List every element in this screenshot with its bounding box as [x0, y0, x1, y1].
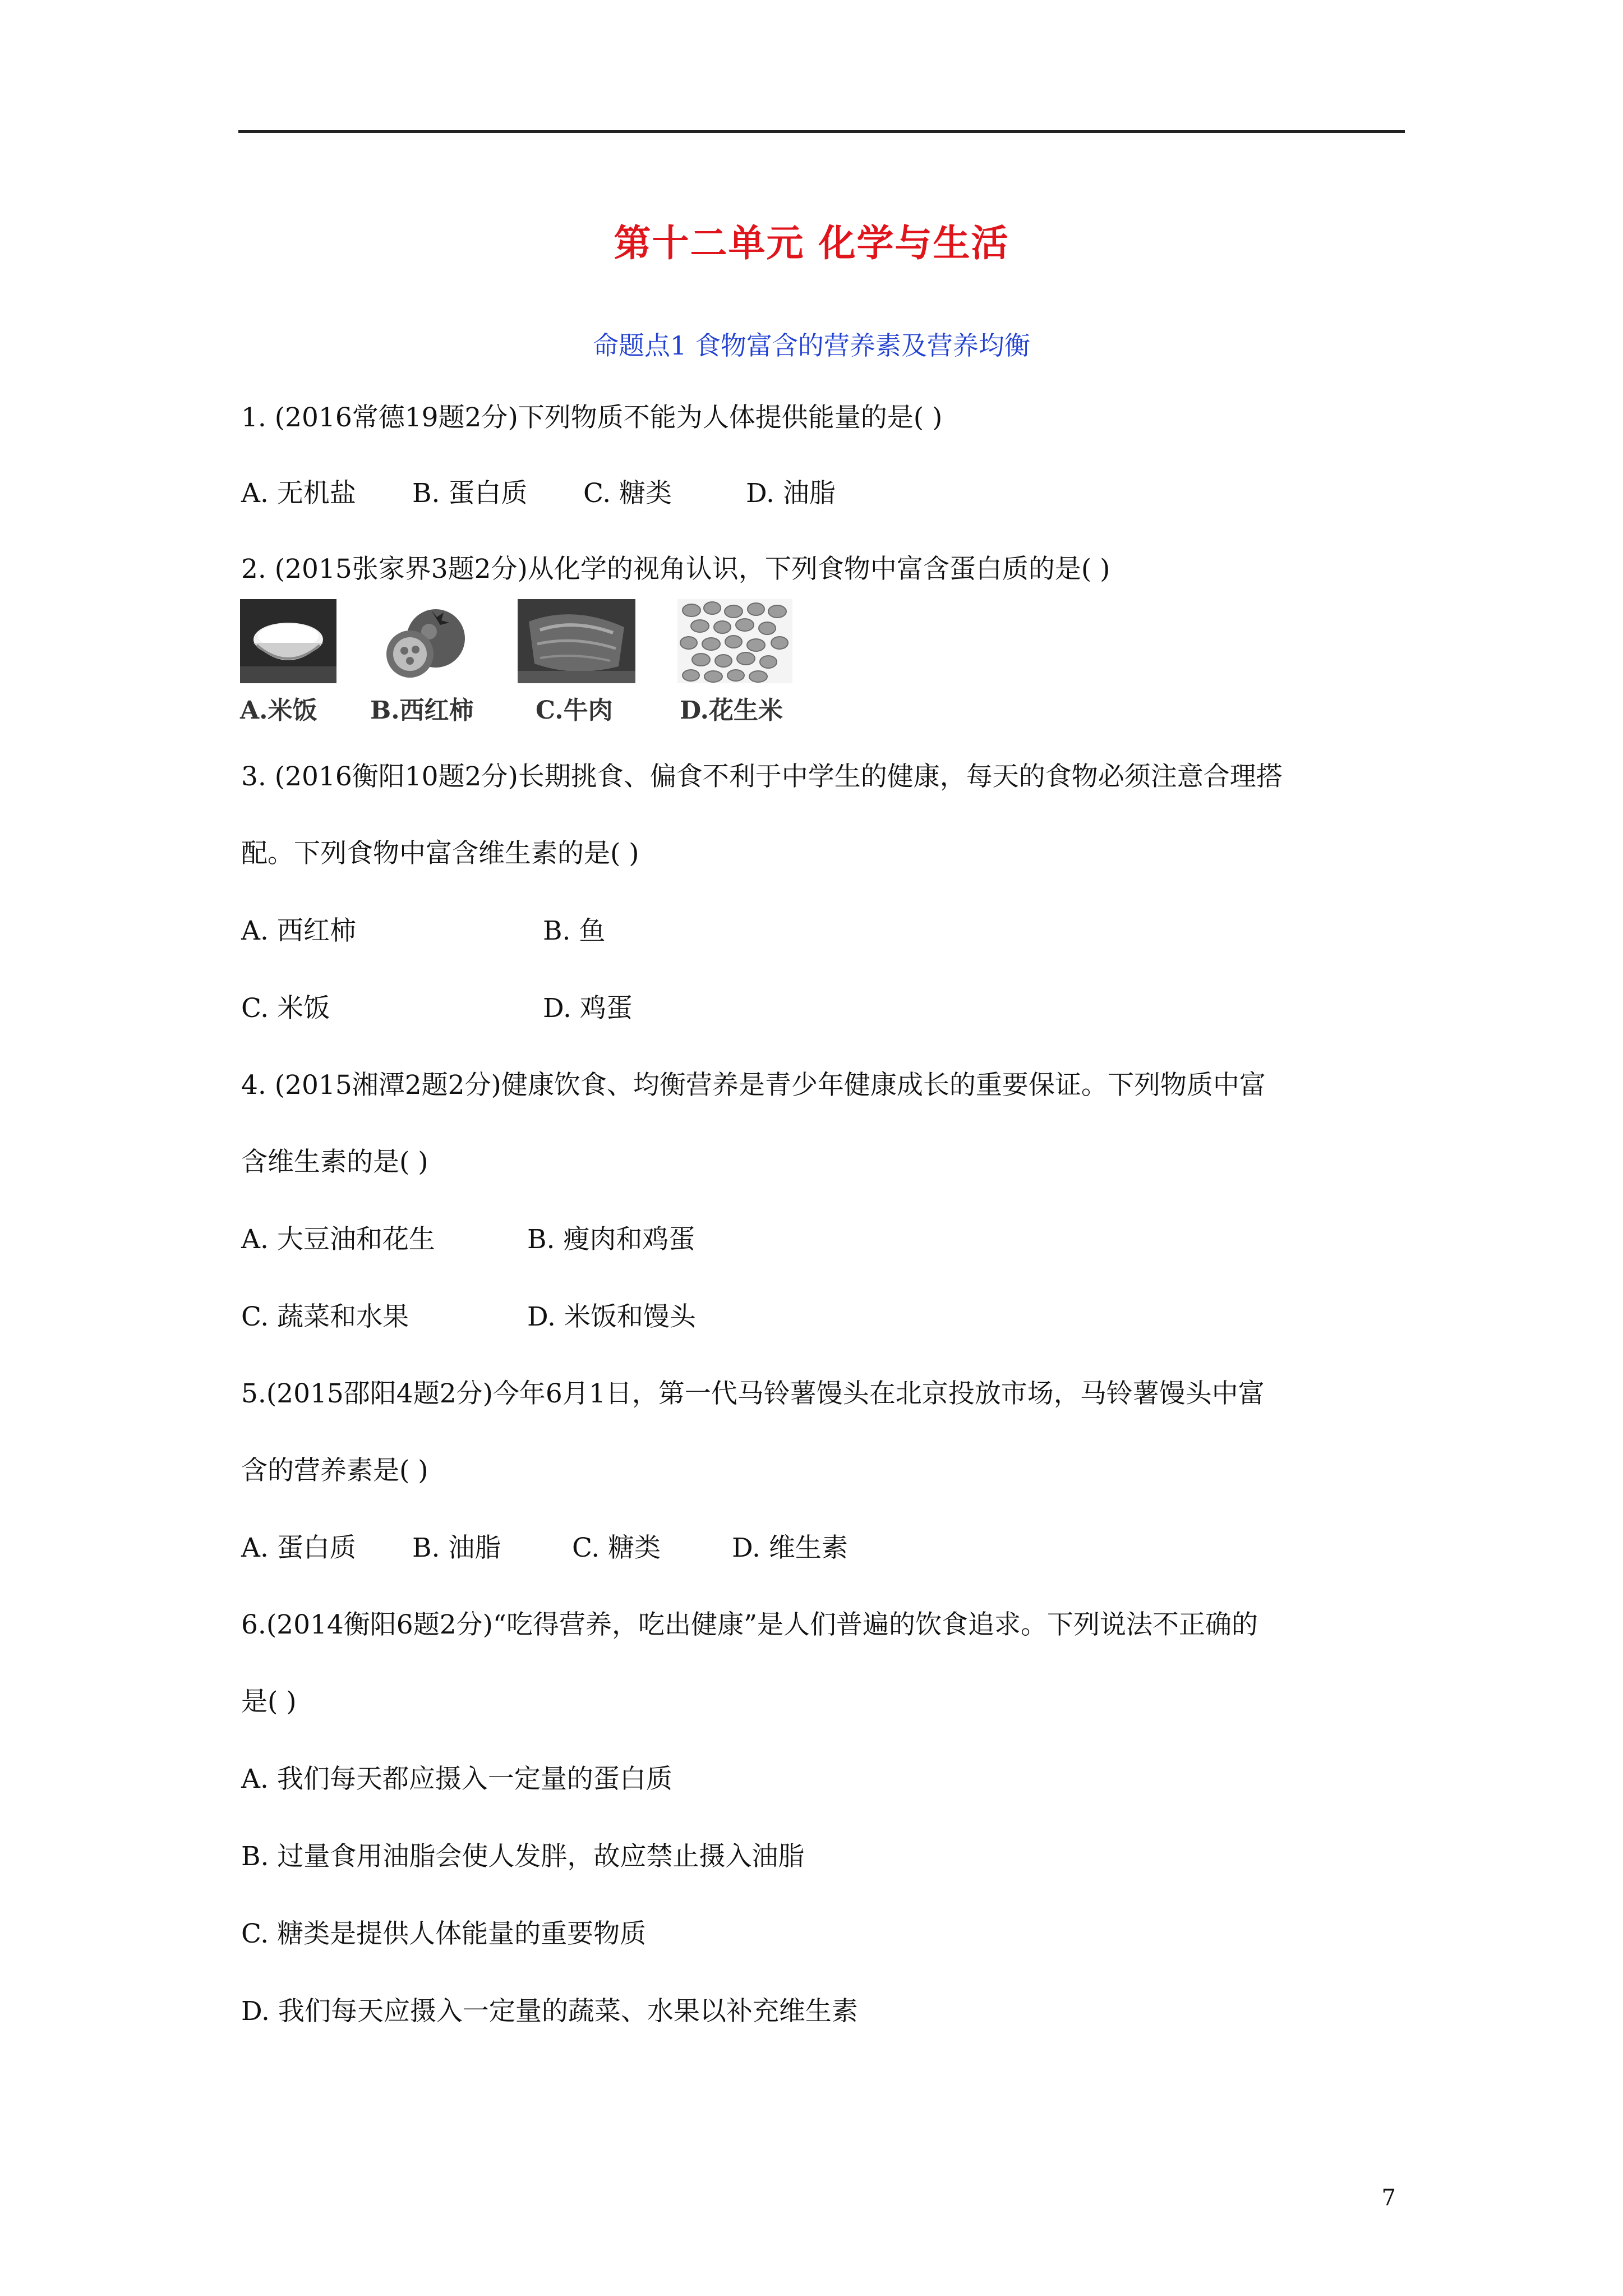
question-5-stem-line-2: 含的营养素是( )	[241, 1455, 428, 1486]
header-rule	[238, 130, 1405, 133]
question-2-stem: 2. (2015张家界3题2分)从化学的视角认识，下列食物中富含蛋白质的是( )	[241, 554, 1110, 585]
question-4-stem-line-1: 4. (2015湘潭2题2分)健康饮食、均衡营养是青少年健康成长的重要保证。下列物质中富	[241, 1070, 1266, 1101]
question-4-option-a: A. 大豆油和花生	[241, 1224, 435, 1255]
question-3-stem-line-1: 3. (2016衡阳10题2分)长期挑食、偏食不利于中学生的健康，每天的食物必须注意合理搭	[241, 761, 1283, 792]
question-3-option-c: C. 米饭	[241, 993, 330, 1024]
question-5-option-a: A. 蛋白质	[241, 1533, 356, 1563]
question-4-option-d: D. 米饭和馒头	[527, 1301, 696, 1332]
question-4-stem-line-2: 含维生素的是( )	[241, 1147, 428, 1177]
section-title: 命题点1 食物富含的营养素及营养均衡	[593, 330, 1030, 361]
question-1-option-b: B. 蛋白质	[412, 478, 528, 509]
question-5-stem-line-1: 5.(2015邵阳4题2分)今年6月1日，第一代马铃薯馒头在北京投放市场，马铃薯馒头中富	[241, 1378, 1265, 1409]
question-5-option-b: B. 油脂	[412, 1533, 501, 1563]
unit-title: 第十二单元 化学与生活	[614, 221, 1009, 265]
question-1-option-c: C. 糖类	[583, 478, 672, 509]
beef-photo-icon	[518, 599, 635, 683]
question-6-option-d: D. 我们每天应摄入一定量的蔬菜、水果以补充维生素	[241, 1996, 858, 2027]
question-2-image-label-d: D.花生米	[680, 696, 783, 725]
rice-bowl-photo-icon	[240, 599, 336, 683]
question-2-image-label-a: A.米饭	[240, 696, 317, 725]
question-2-image-label-c: C.牛肉	[536, 696, 613, 725]
question-1-option-a: A. 无机盐	[241, 478, 356, 509]
question-6-option-a: A. 我们每天都应摄入一定量的蛋白质	[241, 1764, 672, 1795]
question-1-option-d: D. 油脂	[746, 478, 836, 509]
page-number: 7	[1381, 2185, 1396, 2211]
question-5-option-c: C. 糖类	[572, 1533, 661, 1563]
question-4-option-c: C. 蔬菜和水果	[241, 1301, 409, 1332]
tomato-photo-icon	[377, 599, 474, 683]
question-4-option-b: B. 瘦肉和鸡蛋	[527, 1224, 695, 1255]
question-3-option-d: D. 鸡蛋	[543, 993, 633, 1024]
question-6-stem-line-2: 是( )	[241, 1686, 297, 1717]
question-2-image-label-b: B.西红柿	[370, 696, 474, 725]
question-3-option-a: A. 西红柿	[241, 915, 356, 946]
question-3-option-b: B. 鱼	[543, 915, 606, 946]
question-3-stem-line-2: 配。下列食物中富含维生素的是( )	[241, 838, 639, 869]
question-6-option-c: C. 糖类是提供人体能量的重要物质	[241, 1918, 647, 1949]
question-6-option-b: B. 过量食用油脂会使人发胖，故应禁止摄入油脂	[241, 1841, 805, 1872]
question-5-option-d: D. 维生素	[732, 1533, 848, 1563]
peanuts-photo-icon	[677, 599, 792, 683]
question-1-stem: 1. (2016常德19题2分)下列物质不能为人体提供能量的是( )	[241, 402, 943, 433]
question-6-stem-line-1: 6.(2014衡阳6题2分)“吃得营养，吃出健康”是人们普遍的饮食追求。下列说法不正确的	[241, 1609, 1258, 1640]
